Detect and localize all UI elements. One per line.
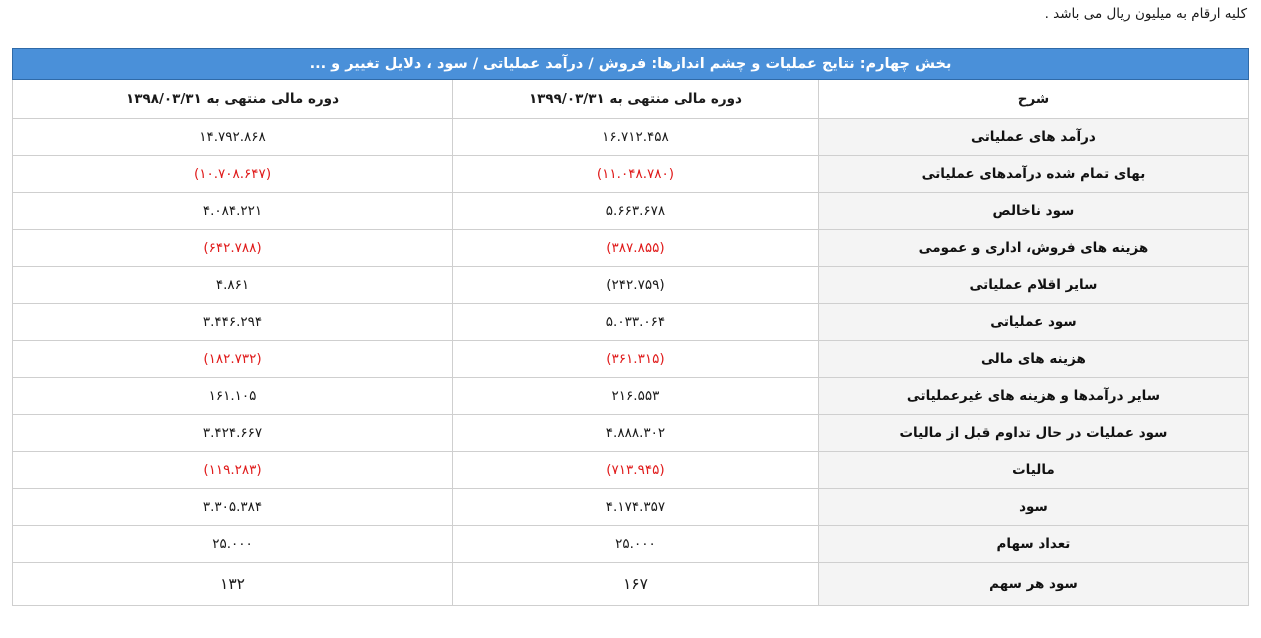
table-row <box>13 563 1249 606</box>
table-row <box>13 119 1249 156</box>
table-row <box>13 378 1249 415</box>
table-row <box>13 304 1249 341</box>
row-label: تعداد سهام <box>818 526 1248 563</box>
row-label: بهای تمام شده درآمدهای عملیاتی <box>818 156 1248 193</box>
cell-current-period: ۱۶۷ <box>453 563 819 606</box>
cell-prior-period: ۴.۸۶۱ <box>13 267 453 304</box>
cell-prior-period: (۱۰.۷۰۸.۶۴۷) <box>13 156 453 193</box>
row-label: سود عملیات در حال تداوم قبل از مالیات <box>818 415 1248 452</box>
row-label: سود <box>818 489 1248 526</box>
cell-current-period: (۳۸۷.۸۵۵) <box>453 230 819 267</box>
table-body <box>13 119 1249 606</box>
cell-current-period: ۲۵.۰۰۰ <box>453 526 819 563</box>
cell-current-period: (۳۶۱.۳۱۵) <box>453 341 819 378</box>
row-label: سود عملیاتی <box>818 304 1248 341</box>
cell-prior-period: ۲۵.۰۰۰ <box>13 526 453 563</box>
cell-prior-period: (۱۱۹.۲۸۳) <box>13 452 453 489</box>
section-banner-title: بخش چهارم: نتایج عملیات و چشم اندازها: فروش / درآمد عملیاتی / سود ، دلایل تغییر و ... <box>13 49 1249 80</box>
cell-current-period: ۵.۰۳۳.۰۶۴ <box>453 304 819 341</box>
row-label: مالیات <box>818 452 1248 489</box>
table-row <box>13 156 1249 193</box>
table-row <box>13 193 1249 230</box>
cell-current-period: ۱۶.۷۱۲.۴۵۸ <box>453 119 819 156</box>
cell-current-period: (۷۱۳.۹۴۵) <box>453 452 819 489</box>
column-header-prior-period: دوره مالی منتهی به ۱۳۹۸/۰۳/۳۱ <box>13 80 453 119</box>
table-row <box>13 267 1249 304</box>
row-label: هزینه های مالی <box>818 341 1248 378</box>
banner-row <box>13 49 1249 80</box>
column-header-description: شرح <box>818 80 1248 119</box>
cell-prior-period: ۱۴.۷۹۲.۸۶۸ <box>13 119 453 156</box>
financial-results-table <box>12 48 1249 606</box>
row-label: سایر اقلام عملیاتی <box>818 267 1248 304</box>
table-row <box>13 415 1249 452</box>
column-header-current-period: دوره مالی منتهی به ۱۳۹۹/۰۳/۳۱ <box>453 80 819 119</box>
cell-current-period: (۲۴۲.۷۵۹) <box>453 267 819 304</box>
cell-prior-period: (۱۸۲.۷۳۲) <box>13 341 453 378</box>
row-label: سایر درآمدها و هزینه های غیرعملیاتی <box>818 378 1248 415</box>
cell-prior-period: ۱۶۱.۱۰۵ <box>13 378 453 415</box>
table-row <box>13 230 1249 267</box>
cell-prior-period: ۳.۴۴۶.۲۹۴ <box>13 304 453 341</box>
table-row <box>13 452 1249 489</box>
table-row <box>13 526 1249 563</box>
cell-prior-period: ۳.۳۰۵.۳۸۴ <box>13 489 453 526</box>
cell-current-period: ۵.۶۶۳.۶۷۸ <box>453 193 819 230</box>
row-label: سود هر سهم <box>818 563 1248 606</box>
cell-current-period: ۲۱۶.۵۵۳ <box>453 378 819 415</box>
cell-current-period: ۴.۱۷۴.۳۵۷ <box>453 489 819 526</box>
cell-current-period: ۴.۸۸۸.۳۰۲ <box>453 415 819 452</box>
row-label: درآمد های عملیاتی <box>818 119 1248 156</box>
units-note: کلیه ارقام به میلیون ریال می باشد . <box>1044 6 1247 22</box>
table-header-row <box>13 80 1249 119</box>
financial-table-container <box>12 48 1249 606</box>
table-row <box>13 489 1249 526</box>
row-label: هزینه های فروش، اداری و عمومی <box>818 230 1248 267</box>
cell-prior-period: (۶۴۲.۷۸۸) <box>13 230 453 267</box>
cell-prior-period: ۳.۴۲۴.۶۶۷ <box>13 415 453 452</box>
cell-prior-period: ۴.۰۸۴.۲۲۱ <box>13 193 453 230</box>
table-row <box>13 341 1249 378</box>
cell-current-period: (۱۱.۰۴۸.۷۸۰) <box>453 156 819 193</box>
cell-prior-period: ۱۳۲ <box>13 563 453 606</box>
row-label: سود ناخالص <box>818 193 1248 230</box>
